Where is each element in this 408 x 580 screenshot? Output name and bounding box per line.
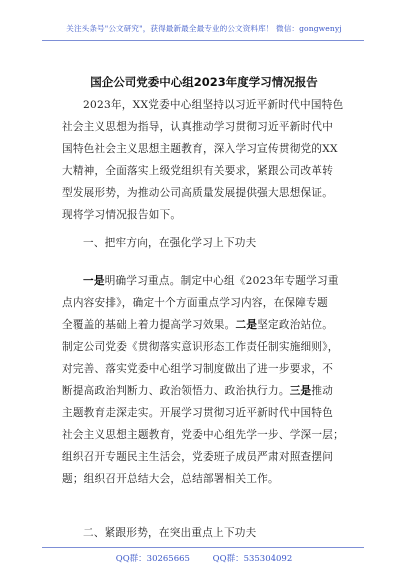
section-heading-2 [62,522,348,544]
footer-contact [0,552,408,564]
text-line: 型发展形势，为推动公司高质量发展提供强大思想保证。 [62,187,334,199]
text-segment: 推动 [311,385,334,397]
header-divider [42,40,364,41]
promo-banner: 关注头条号"公文研究"，获得最新最全最专业的公文资料库！ 微信：gongwenyj [66,24,342,33]
text-line: 大精神，全面落实上级党组织有关要求，紧跟公司改革转 [62,165,334,177]
text-segment: 断提高政治判断力、政治领悟力、政治执行力。 [62,385,290,397]
document-title: 国企公司党委中心组2023年度学习情况报告 [90,75,318,89]
text-line: 题；组织召开总结大会，总结部署相关工作。 [62,473,279,485]
text-line: 对完善、落实党委中心组学习制度做出了进一步要求，不 [62,363,334,375]
emphasis-label: 三是 [289,385,312,397]
section-heading-text: 二、紧跟形势，在突出重点上下功夫 [83,527,257,539]
qq-group-2: QQ群：535304092 [212,554,293,564]
text-segment: 全覆盖的基础上着力提高学习效果。 [62,319,236,331]
text-segment: 明确学习重点。制定中心组《2023年专题学习重 [104,275,339,287]
text-line: 点内容安排》，确定十个方面重点学习内容，在保障专题 [62,297,328,309]
section-heading-1 [62,232,348,254]
section-heading-text: 一、把牢方向，在强化学习上下功夫 [83,237,257,249]
text-line: 社会主义思想为指导，认真推动学习贯彻习近平新时代中 [62,121,334,133]
text-line [62,380,348,402]
text-line [62,314,348,336]
text-line: 国特色社会主义思想主题教育，深入学习宣传贯彻党的XX [62,143,338,155]
emphasis-label: 二是 [235,319,258,331]
text-line: 主题教育走深走实。开展学习贯彻习近平新时代中国特色 [62,407,334,419]
emphasis-label: 一是 [83,275,105,287]
intro-paragraph [62,94,348,226]
text-line [62,270,348,292]
text-segment: 坚定政治站位。 [257,319,334,331]
footer-divider [42,547,364,548]
section-1-paragraph [62,270,348,490]
text-line: 现将学习情况报告如下。 [62,209,182,221]
text-line: 制定公司党委《贯彻落实意识形态工作责任制实施细则》， [62,341,339,353]
text-line: 组织召开专题民主生活会，党委班子成员严肃对照查摆问 [62,451,334,463]
text-line: 2023年，XX党委中心组坚持以习近平新时代中国特色 [83,99,344,111]
text-line: 社会主义思想主题教育，党委中心组先学一步、学深一层； [62,429,344,441]
qq-group-1: QQ群：30265665 [115,554,190,564]
